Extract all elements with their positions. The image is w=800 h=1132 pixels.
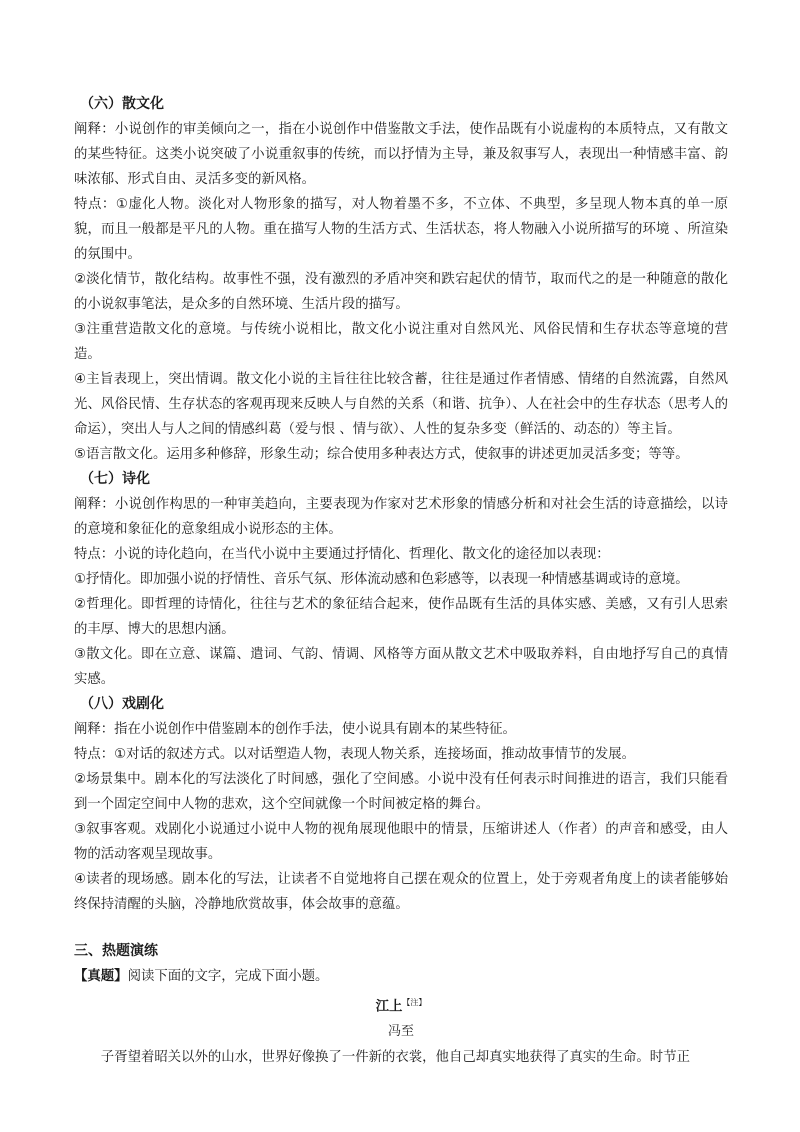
section-heading-practice: 三、热题演练 [74,943,158,959]
paragraph: ②淡化情节，散化结构。故事性不强，没有激烈的矛盾冲突和跌宕起伏的情节，取而代之的是一种随意的散化的小说叙事笔法，是众多的自然环境、生活片段的描写。 [74,272,728,312]
story-note-marker: 【注】 [402,998,427,1007]
paragraph: ②场景集中。剧本化的写法淡化了时间感，强化了空间感。小说中没有任何表示时间推进的语言，我们只能看到一个固定空间中人物的悲欢，这个空间就像一个时间被定格的舞台。 [74,772,728,812]
story-first-line: 子胥望着昭关以外的山水，世界好像换了一件新的衣裳，他自己却真实地获得了真实的生命。时节正 [100,1050,690,1066]
story-author: 冯至 [387,1024,414,1040]
paragraph: 阐释：指在小说创作中借鉴剧本的创作手法，使小说具有剧本的某些特征。 [74,722,516,737]
document-page [74,92,728,1071]
paragraph: 阐释：小说创作的审美倾向之一，指在小说创作中借鉴散文手法，使作品既有小说虚构的本质特点，又有散文的某些特征。这类小说突破了小说重叙事的传统，而以抒情为主导，兼及叙事写人，表现出一种情感丰富、韵味浓郁、形式自由、灵活多变的新风格。 [74,122,728,187]
section-heading-prose: （六）散文化 [80,96,164,112]
story-title [74,991,728,1019]
paragraph: ③注重营造散文化的意境。与传统小说相比，散文化小说注重对自然风光、风俗民情和生存状态等意境的营造。 [74,322,728,362]
section-heading-drama: （八）戏剧化 [80,696,164,712]
story-title-text: 江上 [375,999,403,1015]
paragraph: ③散文化。即在立意、谋篇、遣词、气韵、情调、风格等方面从散文艺术中吸取养料，自由地抒写自己的真情实感。 [74,647,728,687]
paragraph: 特点：小说的诗化趋向，在当代小说中主要通过抒情化、哲理化、散文化的途径加以表现： [74,547,610,562]
exam-tag: 【真题】 [74,969,128,984]
paragraph: ④主旨表现上，突出情调。散文化小说的主旨往往比较含蓄，往往是通过作者情感、情绪的自然流露，自然风光、风俗民情、生存状态的客观再现来反映人与自然的关系（和谐、抗争）、人在社会中的生存状态（思考人的命运），突出人与人之间的情感纠葛（爱与恨 、情与欲）、人性的复杂多变（鲜活的、动态的）等主旨。 [74,372,728,437]
instruction-line [74,964,728,989]
section-heading-poetic: （七）诗化 [80,471,150,487]
paragraph: 阐释：小说创作构思的一种审美趋向，主要表现为作家对艺术形象的情感分析和对社会生活的诗意描绘，以诗的意境和象征化的意象组成小说形态的主体。 [74,497,728,537]
paragraph: ⑤语言散文化。运用多种修辞，形象生动；综合使用多种表达方式，使叙事的讲述更加灵活多变；等等。 [74,447,689,462]
instruction-text: 阅读下面的文字，完成下面小题。 [127,969,329,984]
paragraph: 特点：①对话的叙述方式。以对话塑造人物，表现人物关系，连接场面，推动故事情节的发展。 [74,747,636,762]
paragraph: ③叙事客观。戏剧化小说通过小说中人物的视角展现他眼中的情景，压缩讲述人（作者）的声音和感受，由人物的活动客观呈现故事。 [74,822,728,862]
paragraph: ①抒情化。即加强小说的抒情性、音乐气氛、形体流动感和色彩感等，以表现一种情感基调或诗的意境。 [74,572,689,587]
paragraph: ④读者的现场感。剧本化的写法，让读者不自觉地将自己摆在观众的位置上，处于旁观者角度上的读者能够始终保持清醒的头脑，冷静地欣赏故事，体会故事的意蕴。 [74,872,728,912]
paragraph: ②哲理化。即哲理的诗情化，往往与艺术的象征结合起来，使作品既有生活的具体实感、美感，又有引人思索的丰厚、博大的思想内涵。 [74,597,728,637]
paragraph: 特点：①虚化人物。淡化对人物形象的描写，对人物着墨不多，不立体、不典型，多呈现人物本真的单一原貌，而且一般都是平凡的人物。重在描写人物的生活方式、生活状态，将人物融入小说所描写的环境 、所渲染的氛围中。 [74,197,728,262]
